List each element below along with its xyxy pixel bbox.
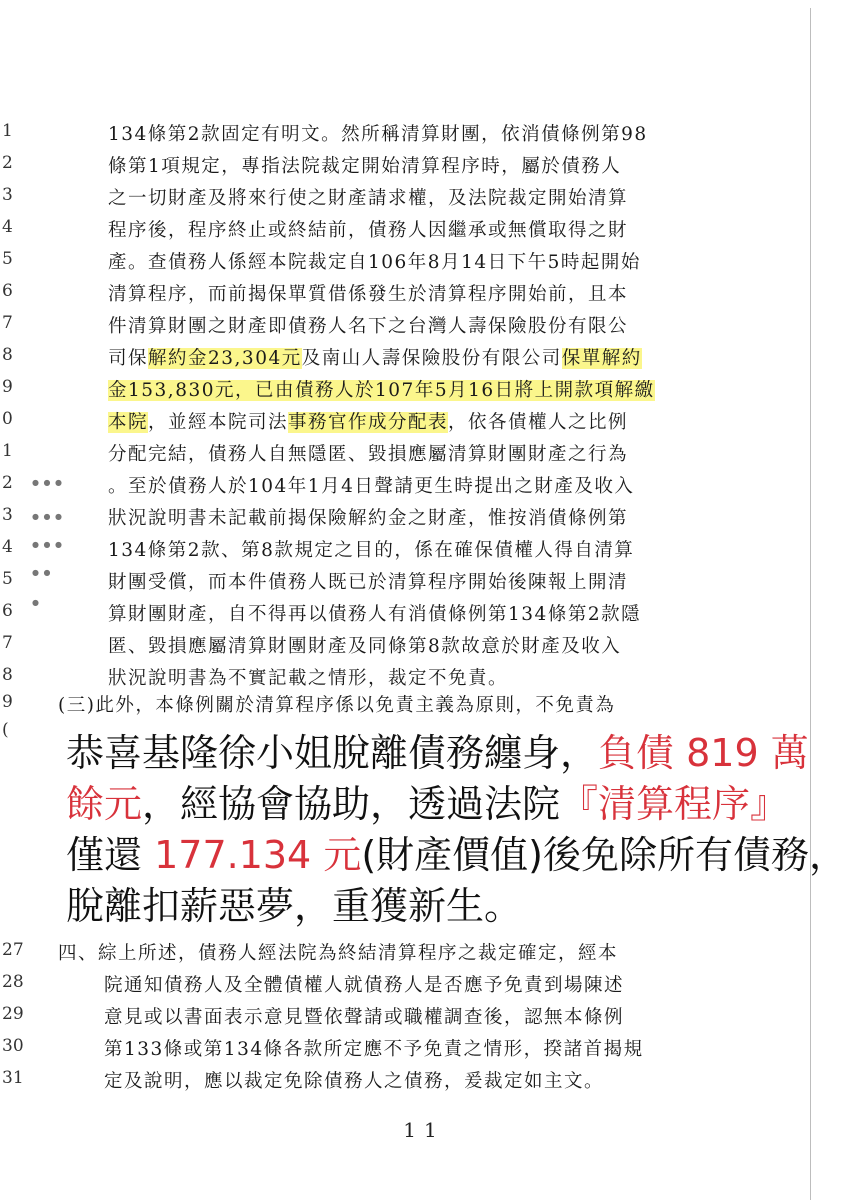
binding-dots: ● ● ● [32,512,64,521]
line-number: 1 [2,121,13,141]
line-number: 2 [2,473,13,493]
binding-dots: ● [32,598,40,607]
text-line: 產。查債務人係經本院裁定自106年8月14日下午5時起開始 [108,252,641,273]
text-line: 。至於債務人於104年1月4日聲請更生時提出之財產及收入 [108,476,635,497]
announcement-overlay [38,720,847,942]
announcement-debt-amount: 負債 819 萬 [598,731,809,775]
text-line [108,408,708,434]
announcement-procedure: 『清算程序』 [560,782,789,826]
announcement-text: ，經協會協助，透過法院 [142,782,561,826]
text-line [108,376,708,402]
highlighted-text: 本院 [108,412,149,433]
text-line [108,344,708,370]
announcement-line [66,881,810,932]
page-number: 11 [403,1118,445,1142]
text-line: 134條第2款固定有明文。然所稱清算財團，依消債條例第98 [108,124,648,145]
text-line: (三)此外，本條例關於清算程序係以免責主義為原則，不免責為 [58,695,616,716]
line-number: 30 [2,1036,24,1056]
text-segment: 司保 [108,348,149,369]
announcement-line [66,830,847,881]
line-number: 6 [2,281,13,301]
text-line: 條第1項規定，專指法院裁定開始清算程序時，屬於債務人 [108,156,622,177]
text-segment: 及南山人壽保險股份有限公司 [301,348,562,369]
highlighted-text: 保單解約 [561,348,642,369]
line-number: 27 [2,940,24,960]
text-line: 定及說明，應以裁定免除債務人之債務，爰裁定如主文。 [104,1071,605,1092]
announcement-text-red: 餘元 [66,782,143,826]
line-number: 7 [2,313,13,333]
announcement-line [66,728,810,779]
line-number: 7 [2,633,13,653]
text-line: 134條第2款、第8款規定之目的，係在確保債權人得自清算 [108,540,635,561]
binding-dots: ● ● ● [32,478,64,487]
announcement-text: 脫離扣薪惡夢，重獲新生。 [66,884,523,928]
text-segment: ，依各債權人之比例 [448,412,629,433]
line-number: 3 [2,505,13,525]
text-line: 狀況說明書為不實記載之情形，裁定不免責。 [108,668,509,689]
line-number: 6 [2,601,13,621]
text-line: 第133條或第134條各款所定應不予免責之情形，揆諸首揭規 [104,1039,644,1060]
text-line: 清算程序，而前揭保單質借係發生於清算程序開始前，且本 [108,284,629,305]
text-line: 算財團財產，自不得再以債務人有消債條例第134條第2款隱 [108,604,642,625]
text-line: 件清算財團之財產即債務人名下之台灣人壽保險股份有限公 [108,316,629,337]
line-number: 5 [2,569,13,589]
text-line: 程序後，程序終止或終結前，債務人因繼承或無償取得之財 [108,220,629,241]
line-number: ( [2,720,9,740]
binding-dots: ● ● ● [32,540,64,549]
line-number: 9 [2,377,13,397]
announcement-text: 僅還 [66,833,155,877]
announcement-line [66,779,810,830]
binding-dots: ● ● [32,568,52,577]
announcement-paid-amount: 177.134 元 [154,833,362,877]
line-number: 4 [2,537,13,557]
announcement-text: 恭喜基隆徐小姐脫離債務纏身， [66,731,599,775]
line-number: 28 [2,972,24,992]
announcement-text: (財產價值)後免除所有債務， [361,833,847,877]
text-line: 分配完結，債務人自無隱匿、毀損應屬清算財團財產之行為 [108,444,629,465]
page-edge-line [810,8,811,1200]
line-number: 9 [2,692,13,712]
line-number: 4 [2,217,13,237]
text-line: 四、綜上所述，債務人經法院為終結清算程序之裁定確定，經本 [58,943,619,964]
line-number: 8 [2,345,13,365]
line-number: 5 [2,249,13,269]
text-line: 院通知債務人及全體債權人就債務人是否應予免責到場陳述 [104,975,625,996]
line-number: 2 [2,153,13,173]
text-line: 意見或以書面表示意見暨依聲請或職權調查後，認無本條例 [104,1007,625,1028]
text-segment: ，並經本院司法 [148,412,289,433]
line-number: 3 [2,185,13,205]
text-line: 財團受償，而本件債務人既已於清算程序開始後陳報上開清 [108,572,629,593]
text-line: 匿、毀損應屬清算財團財產及同條第8款故意於財產及收入 [108,636,622,657]
line-number: 1 [2,441,13,461]
highlighted-text: 事務官作成分配表 [288,412,449,433]
highlighted-text: 金153,830元，已由債務人於107年5月16日將上開款項解繳 [108,380,655,401]
text-line: 狀況說明書未記載前揭保險解約金之財產，惟按消債條例第 [108,508,629,529]
line-number: 31 [2,1068,24,1088]
line-number: 8 [2,665,13,685]
highlighted-text: 解約金23,304元 [148,348,302,369]
text-line: 之一切財產及將來行使之財產請求權，及法院裁定開始清算 [108,188,629,209]
line-number: 0 [2,409,13,429]
line-number: 29 [2,1004,24,1024]
